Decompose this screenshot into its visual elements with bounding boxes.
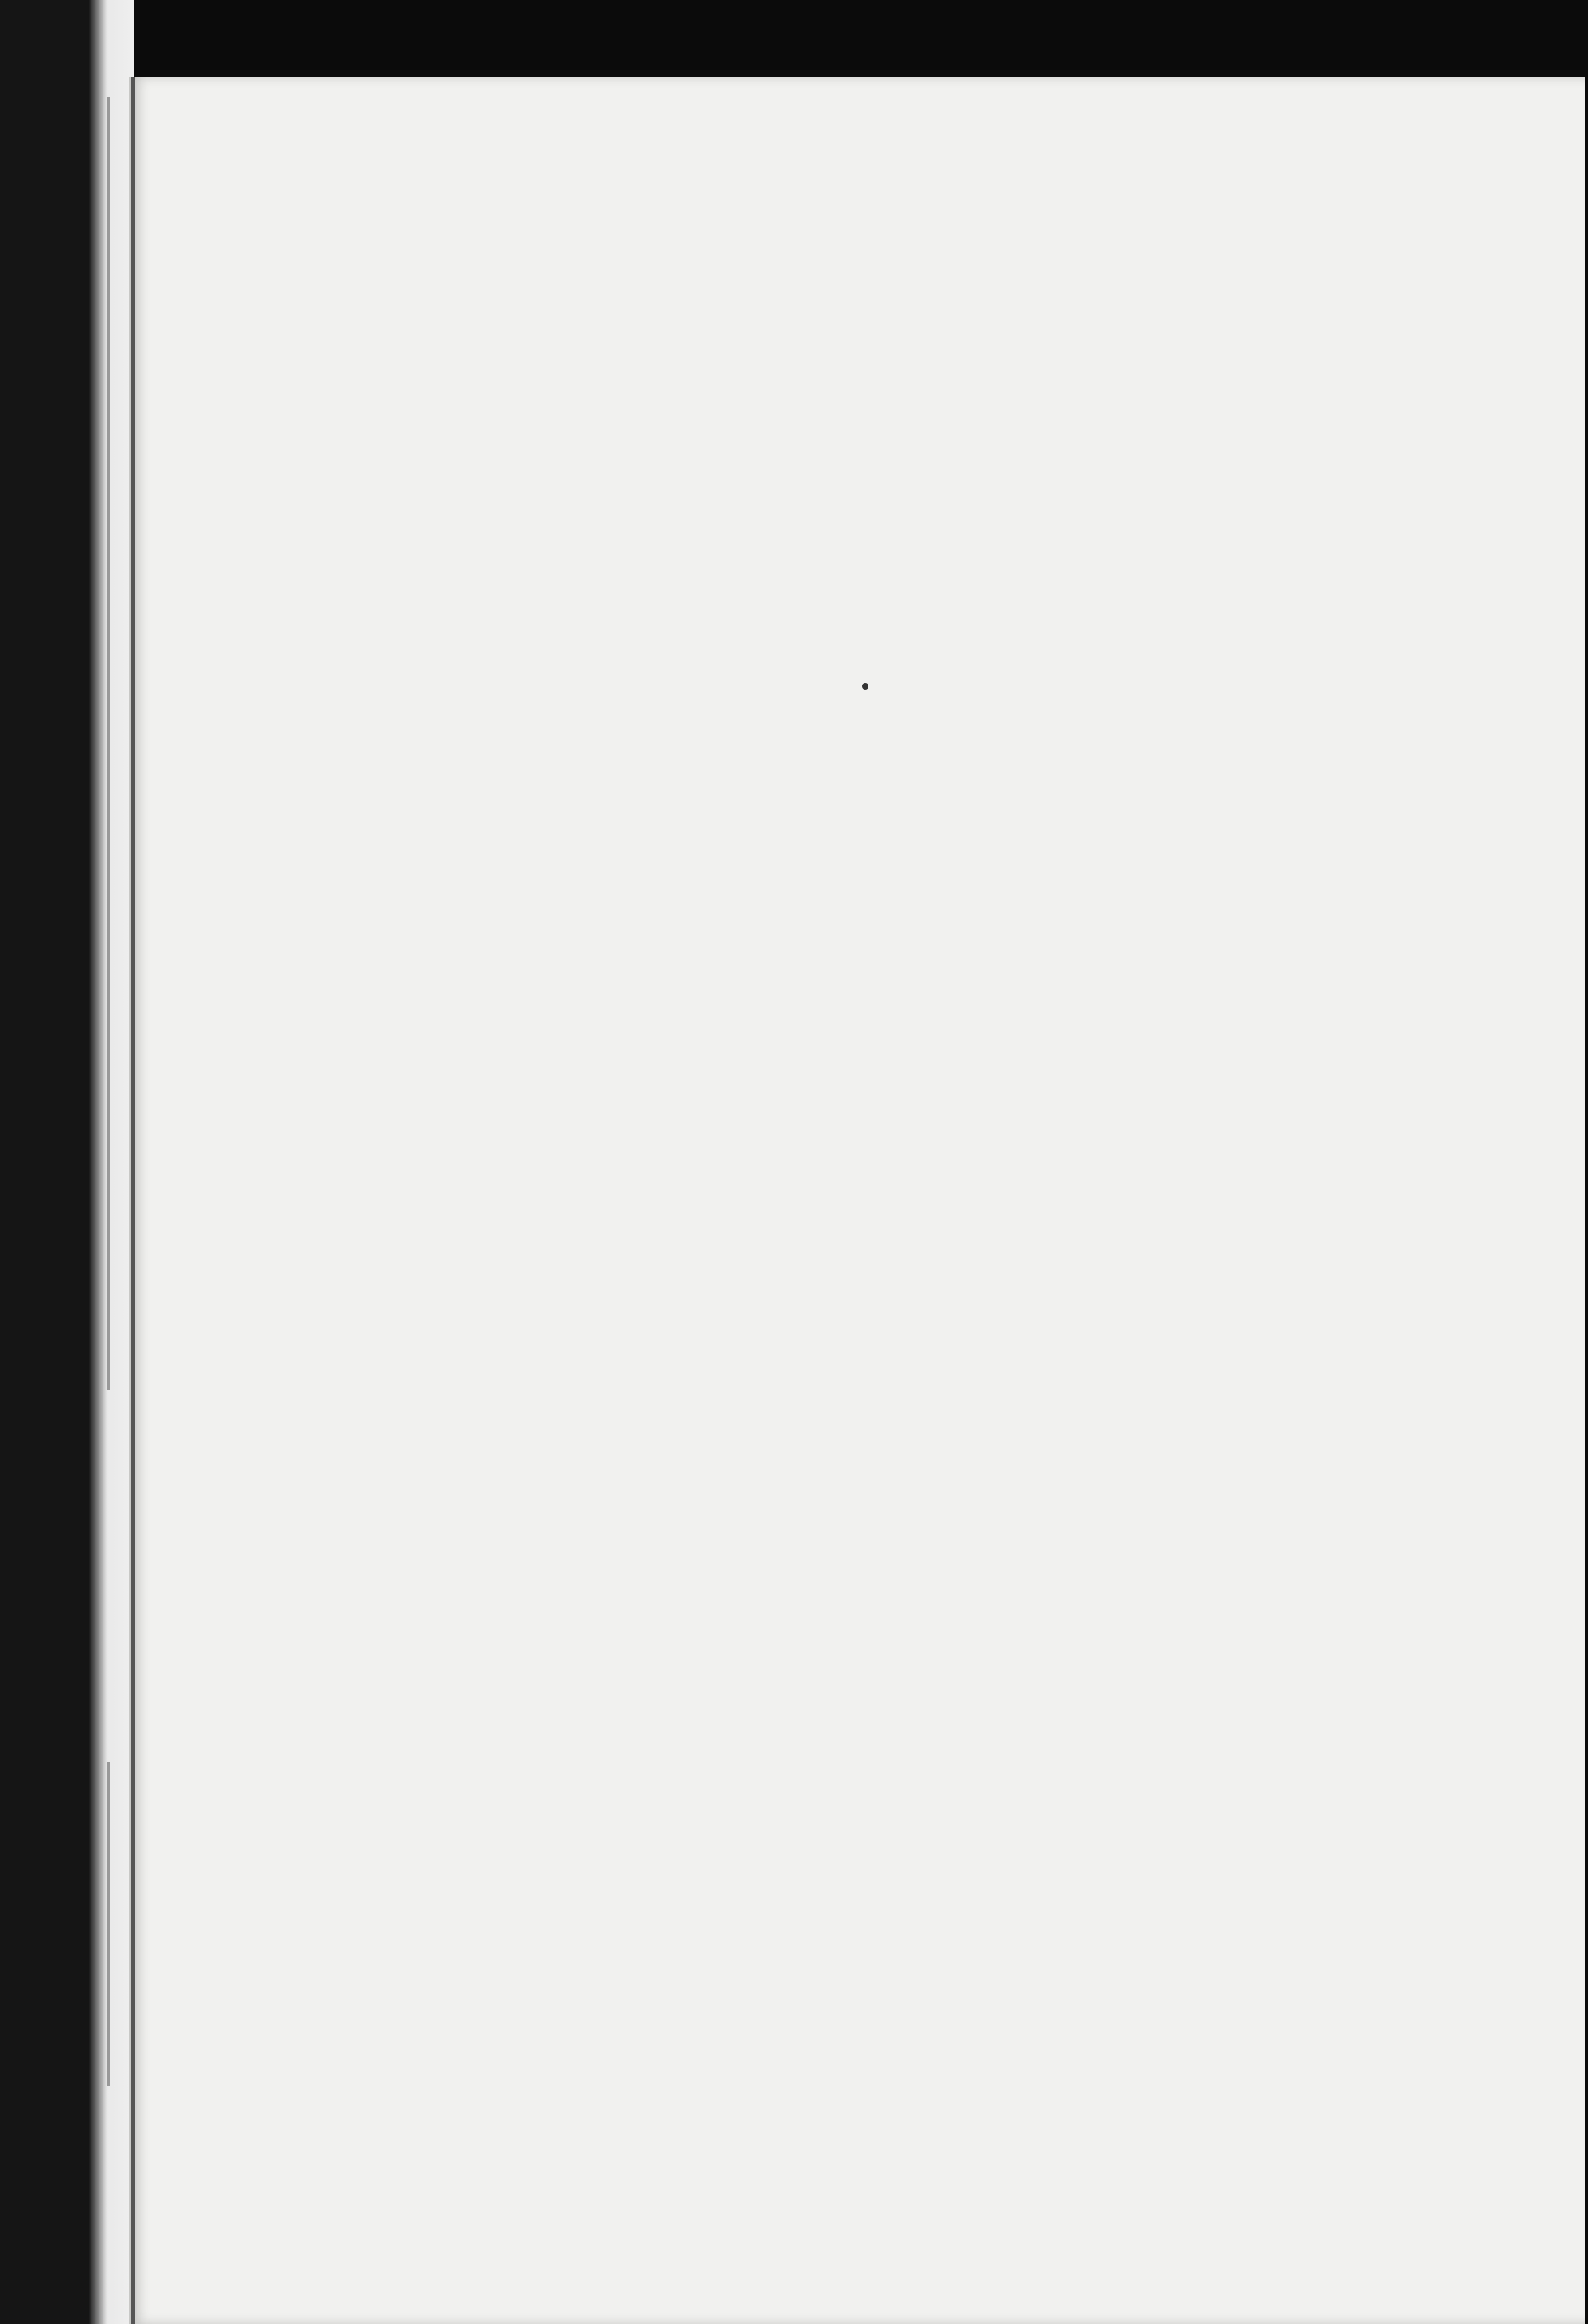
page-binding-edge bbox=[131, 77, 135, 2324]
book-page bbox=[129, 77, 1585, 2324]
left-page-rule-lower bbox=[107, 1762, 110, 2086]
page-header bbox=[279, 234, 1387, 283]
left-page-rule bbox=[107, 97, 110, 1390]
left-page-edge bbox=[89, 0, 134, 2324]
separator-dot bbox=[862, 683, 868, 690]
